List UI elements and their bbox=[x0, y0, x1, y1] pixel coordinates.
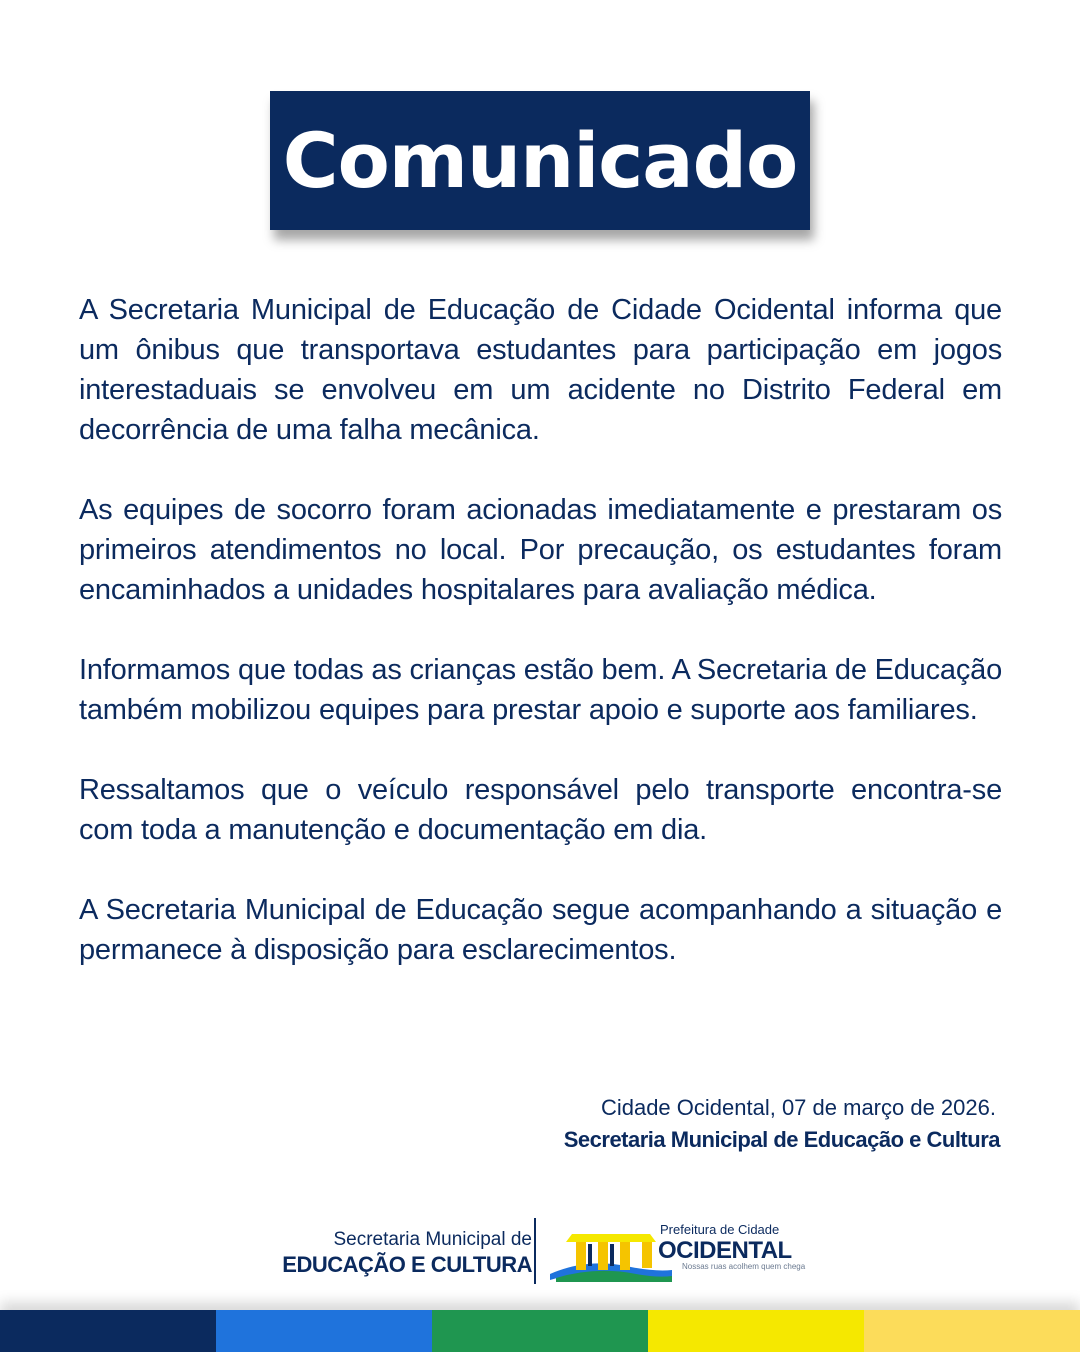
secretaria-logo bbox=[282, 1228, 532, 1278]
paragraph-5: A Secretaria Municipal de Educação segue acompanhando a situação e permanece à disposição para esclarecimentos. bbox=[79, 894, 1002, 966]
prefeitura-tagline: Nossas ruas acolhem quem chega bbox=[682, 1262, 806, 1271]
prefeitura-logo-line1: Prefeitura de Cidade bbox=[660, 1222, 780, 1237]
secretaria-logo-line1: Secretaria Municipal de bbox=[333, 1229, 532, 1250]
paragraph-1: A Secretaria Municipal de Educação de Cidade Ocidental informa que um ônibus que transportava estudantes para participação em jogos interestaduais se envolveu em um acidente no Distrito Federal em decorrência de uma falha mecânica. bbox=[79, 294, 1002, 446]
color-segment-yellow bbox=[648, 1310, 864, 1352]
secretaria-logo-line2: EDUCAÇÃO E CULTURA bbox=[282, 1252, 532, 1277]
signature-block bbox=[564, 1092, 1000, 1156]
color-segment-navy bbox=[0, 1310, 216, 1352]
paragraph-2: As equipes de socorro foram acionadas imediatamente e prestaram os primeiros atendimentos no local. Por precaução, os estudantes foram encaminhados a unidades hospitalares para avaliação médica. bbox=[79, 494, 1002, 606]
signing-organization: Secretaria Municipal de Educação e Cultura bbox=[563, 1127, 1000, 1152]
announcement-body bbox=[79, 290, 1002, 1010]
place-date: Cidade Ocidental, 07 de março de 2026. bbox=[600, 1095, 996, 1120]
color-segment-light-yellow bbox=[864, 1310, 1080, 1352]
color-segment-green bbox=[432, 1310, 648, 1352]
prefeitura-logo bbox=[540, 1216, 820, 1288]
color-segment-blue bbox=[216, 1310, 432, 1352]
page-title: Comunicado bbox=[282, 116, 798, 205]
footer-color-bar bbox=[0, 1310, 1080, 1352]
paragraph-3: Informamos que todas as crianças estão bem. A Secretaria de Educação também mobilizou equipes para prestar apoio e suporte aos familiares. bbox=[79, 654, 1002, 726]
prefeitura-logo-line2: OCIDENTAL bbox=[658, 1237, 792, 1264]
paragraph-4: Ressaltamos que o veículo responsável pelo transporte encontra-se com toda a manutenção e documentação em dia. bbox=[79, 774, 1002, 846]
title-banner bbox=[270, 91, 810, 230]
prefeitura-emblem-icon bbox=[546, 1222, 676, 1284]
footer-logos bbox=[260, 1216, 820, 1288]
logo-divider bbox=[534, 1218, 536, 1284]
